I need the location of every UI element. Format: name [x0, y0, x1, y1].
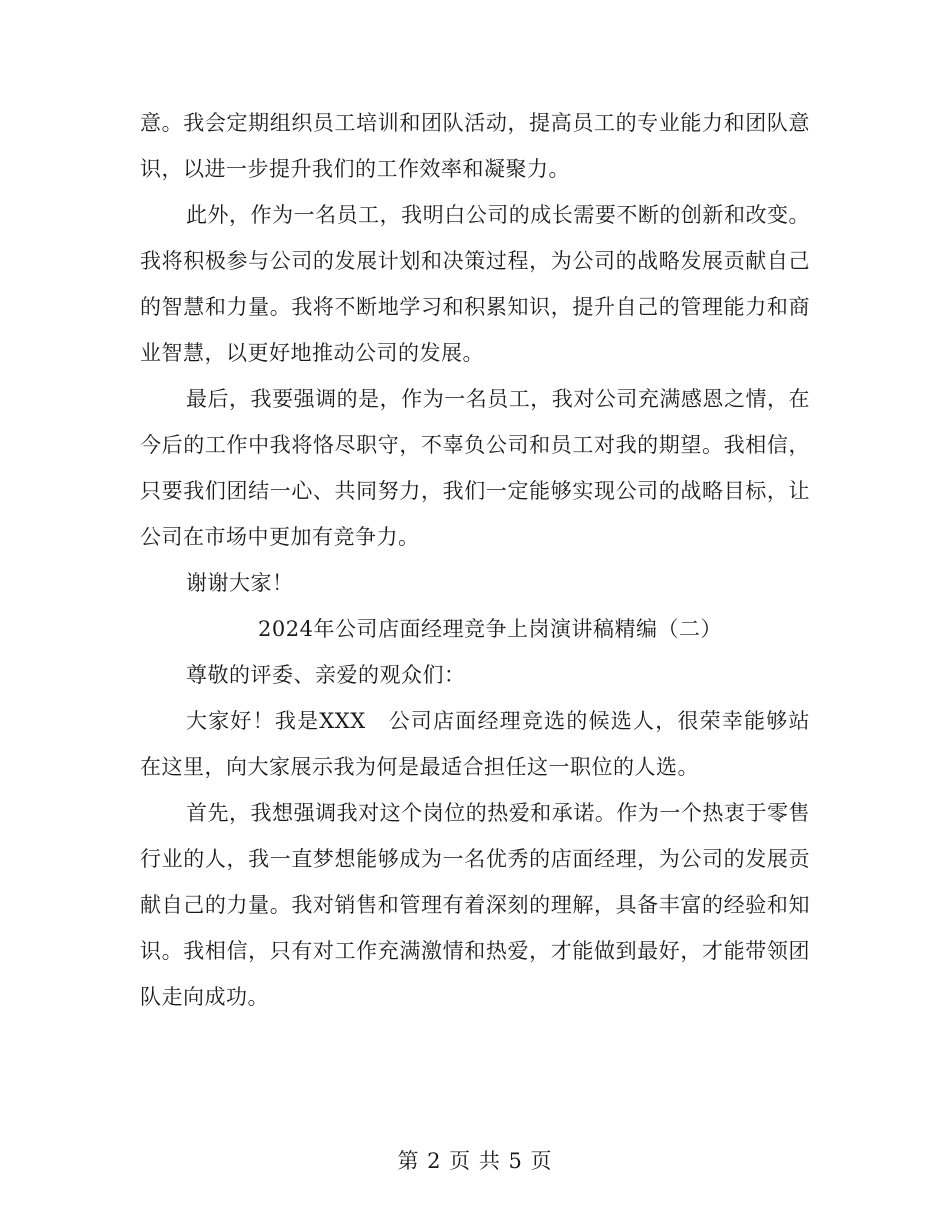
paragraph: 此外，作为一名员工，我明白公司的成长需要不断的创新和改变。我将积极参与公司的发展计划和决策过程，为公司的战略发展贡献自己的智慧和力量。我将不断地学习和积累知识，提升自己的管理能力和商业智慧，以更好地推动公司的发展。 — [140, 203, 810, 365]
paragraph: 意。我会定期组织员工培训和团队活动，提高员工的专业能力和团队意识，以进一步提升我们的工作效率和凝聚力。 — [140, 111, 810, 181]
section-title: 2024年公司店面经理竞争上岗演讲稿精编（二） — [258, 617, 722, 641]
paragraph: 大家好！我是XXX 公司店面经理竞选的候选人，很荣幸能够站在这里，向大家展示我为何是最适合担任这一职位的人选。 — [140, 709, 810, 779]
salutation: 尊敬的评委、亲爱的观众们： — [186, 663, 466, 687]
document-body — [140, 100, 810, 1020]
paragraph: 最后，我要强调的是，作为一名员工，我对公司充满感恩之情，在今后的工作中我将恪尽职守，不辜负公司和员工对我的期望。我相信，只要我们团结一心、共同努力，我们一定能够实现公司的战略目标，让公司在市场中更加有竞争力。 — [140, 387, 810, 549]
page-number-footer: 第 2 页 共 5 页 — [397, 1149, 553, 1173]
closing-thanks: 谢谢大家！ — [186, 571, 294, 595]
paragraph: 首先，我想强调我对这个岗位的热爱和承诺。作为一个热衷于零售行业的人，我一直梦想能够成为一名优秀的店面经理，为公司的发展贡献自己的力量。我对销售和管理有着深刻的理解，具备丰富的经验和知识。我相信，只有对工作充满激情和热爱，才能做到最好，才能带领团队走向成功。 — [140, 801, 810, 1009]
